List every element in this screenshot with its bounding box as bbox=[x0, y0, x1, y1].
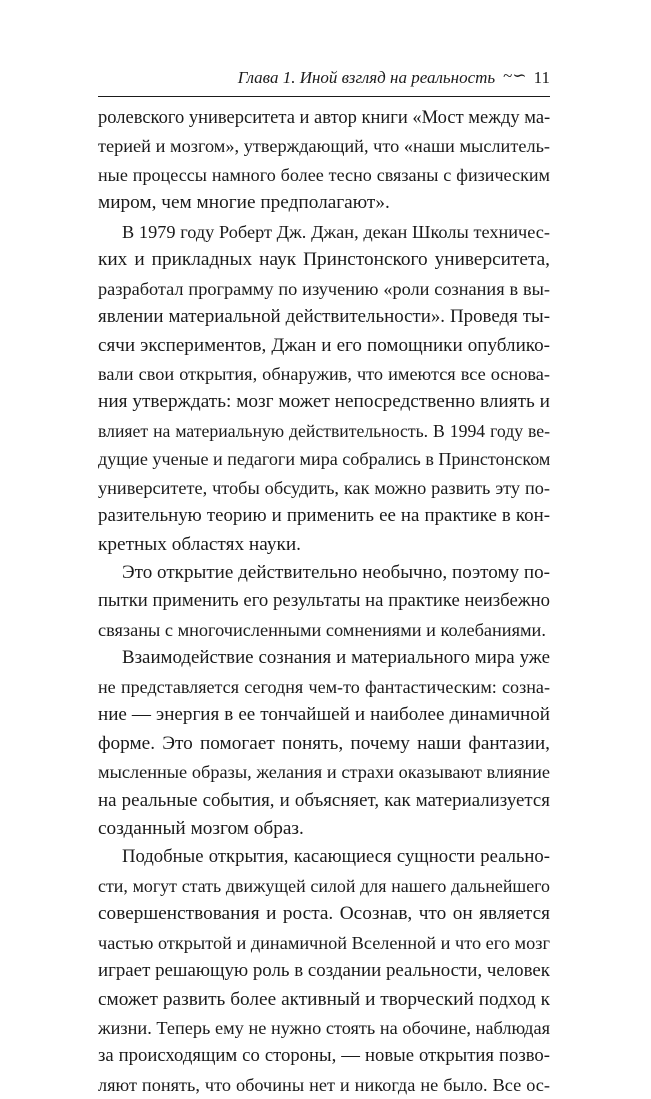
text-line: Подобные открытия, касающиеся сущности реально- bbox=[122, 846, 550, 868]
text-line: дущие ученые и педагоги мира собрались в Принстонском bbox=[98, 449, 551, 470]
text-line: ких и прикладных наук Принстонского университета, bbox=[98, 249, 550, 271]
paragraph bbox=[98, 218, 550, 559]
paragraph bbox=[98, 104, 550, 218]
text-line: явлении материальной действительности». Проведя ты- bbox=[98, 306, 550, 328]
text-line: на реальные события, и объясняет, как материализуется bbox=[98, 789, 550, 811]
text-line: Это открытие действительно необычно, поэтому по- bbox=[122, 562, 550, 583]
text-line: Взаимодействие сознания и материального мира уже bbox=[122, 647, 550, 669]
text-line: разработал программу по изучению «роли сознания в вы- bbox=[98, 278, 550, 299]
text-line: ние — энергия в ее тончайшей и наиболее динамичной bbox=[98, 704, 550, 726]
header-rule bbox=[98, 96, 550, 97]
text-line: миром, чем многие предполагают». bbox=[98, 192, 390, 214]
text-line: влияет на материальную действительность. В 1994 году ве- bbox=[98, 420, 550, 441]
chapter-title: Глава 1. Иной взгляд на реальность bbox=[237, 68, 496, 87]
text-line: совершенствования и роста. Осознав, что он является bbox=[98, 903, 550, 925]
paragraph bbox=[98, 843, 550, 1099]
text-line: университете, чтобы обсудить, как можно развить эту по- bbox=[98, 477, 550, 498]
text-line: сможет развить более активный и творческий подход к bbox=[98, 988, 550, 1010]
text-line: частью открытой и динамичной Вселенной и что его мозг bbox=[98, 932, 550, 953]
body-text bbox=[98, 104, 550, 1099]
text-line: ляют понять, что обочины нет и никогда не было. Все ос- bbox=[98, 1074, 550, 1095]
text-line: пытки применить его результаты на практике неизбежно bbox=[98, 590, 550, 612]
text-line: мысленные образы, желания и страхи оказывают влияние bbox=[98, 762, 550, 783]
text-line: ролевского университета и автор книги «Мост между ма- bbox=[98, 108, 551, 128]
text-line: ния утверждать: мозг может непосредственно влиять и bbox=[98, 391, 550, 413]
text-line: не представляется сегодня чем-то фантастическим: созна- bbox=[98, 676, 550, 697]
text-line: разительную теорию и применить ее на практике в кон- bbox=[98, 505, 550, 527]
text-line: за происходящим со стороны, — новые открытия позво- bbox=[98, 1045, 550, 1067]
ornament-icon: ~∽ bbox=[503, 66, 527, 85]
page-number: 11 bbox=[533, 68, 550, 87]
text-line: ные процессы намного более тесно связаны с физическим bbox=[98, 164, 550, 185]
paragraph bbox=[98, 559, 550, 644]
text-line: сячи экспериментов, Джан и его помощники опублико- bbox=[98, 334, 550, 356]
text-line: В 1979 году Роберт Дж. Джан, декан Школы техничес- bbox=[122, 221, 550, 242]
text-line: играет решающую роль в создании реальности, человек bbox=[98, 960, 550, 982]
text-line: терией и мозгом», утверждающий, что «наши мыслитель- bbox=[98, 136, 550, 157]
running-header bbox=[98, 68, 550, 94]
text-line: кретных областях науки. bbox=[98, 533, 301, 555]
paragraph bbox=[98, 644, 550, 843]
text-line: жизни. Теперь ему не нужно стоять на обочине, наблюдая bbox=[98, 1018, 550, 1038]
text-line: сти, могут стать движущей силой для нашего дальнейшего bbox=[98, 875, 550, 896]
text-line: вали свои открытия, обнаружив, что имеются все основа- bbox=[98, 363, 550, 384]
text-line: форме. Это помогает понять, почему наши фантазии, bbox=[98, 732, 550, 754]
text-line: связаны с многочисленными сомнениями и колебаниями. bbox=[98, 619, 546, 640]
text-line: созданный мозгом образ. bbox=[98, 817, 304, 839]
